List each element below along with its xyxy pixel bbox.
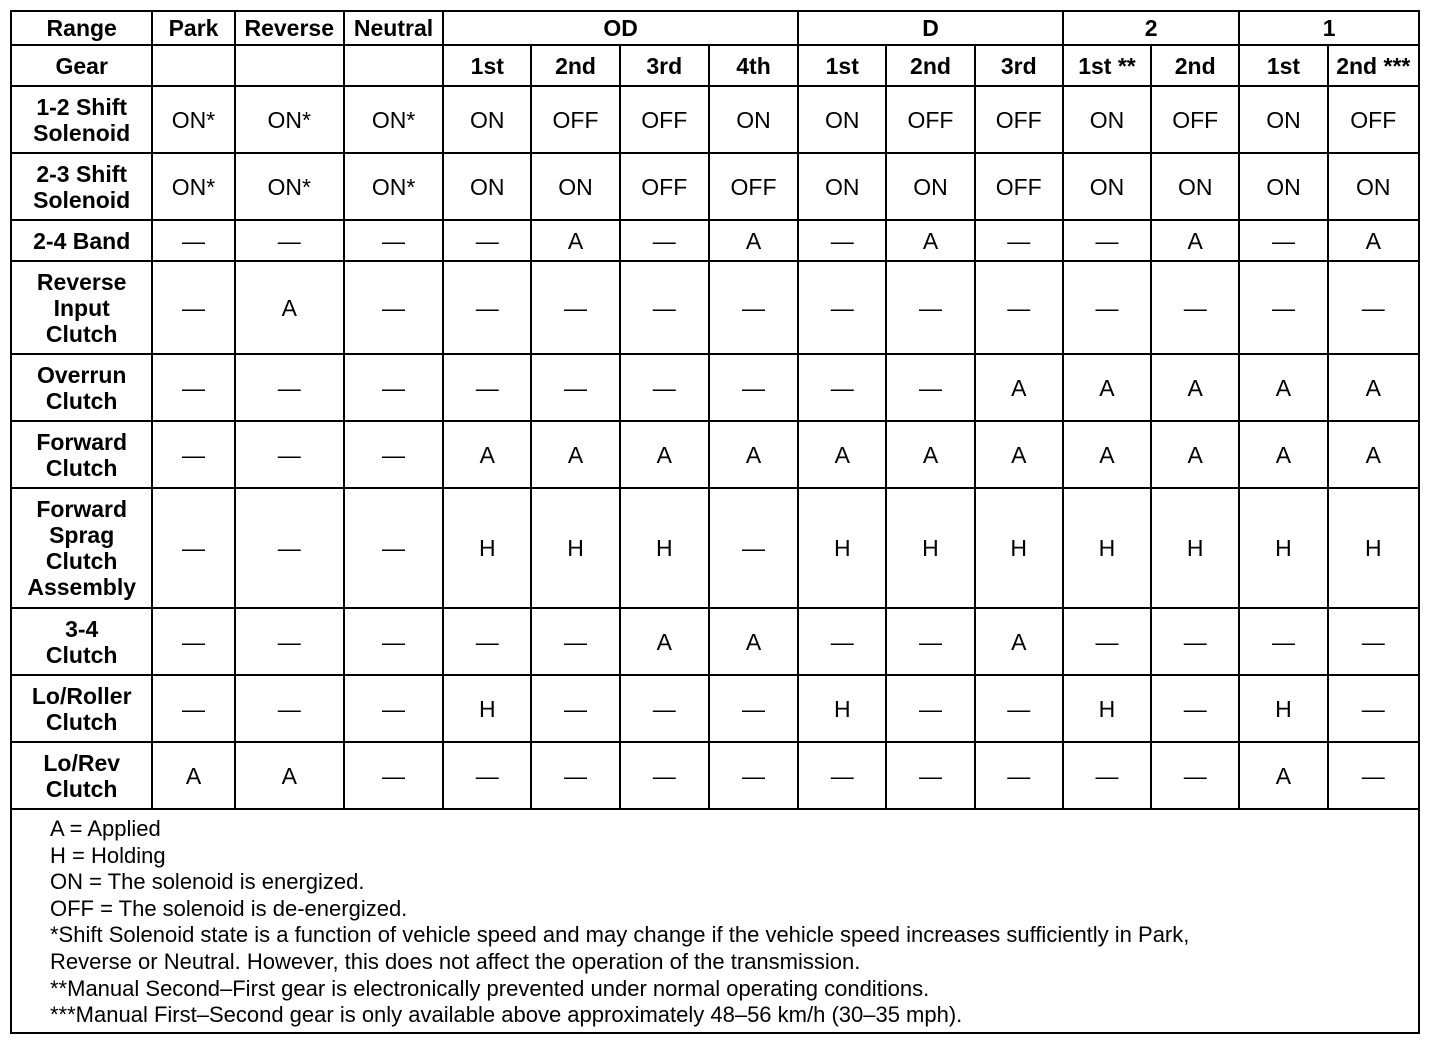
table-cell: H <box>1063 488 1151 608</box>
table-cell: A <box>975 608 1063 675</box>
gear-header-cell: 3rd <box>975 45 1063 86</box>
range-header-cell: Reverse <box>235 11 344 45</box>
table-cell: A <box>975 421 1063 488</box>
table-cell: ON <box>1063 86 1151 153</box>
table-cell: — <box>886 675 974 742</box>
table-cell: A <box>531 421 619 488</box>
table-cell: — <box>1239 261 1327 354</box>
row-label-line: Lo/Roller <box>31 682 132 709</box>
table-cell: H <box>1151 488 1239 608</box>
row-label-line: Solenoid <box>33 119 131 146</box>
table-row <box>11 261 1419 354</box>
table-cell: OFF <box>1151 86 1239 153</box>
table-cell: A <box>620 421 709 488</box>
table-cell: — <box>344 675 443 742</box>
table-cell: ON <box>886 153 974 220</box>
gear-header-cell <box>344 45 443 86</box>
legend-line: **Manual Second–First gear is electronically prevented under normal operating conditions. <box>50 975 930 1001</box>
table-row <box>11 220 1419 261</box>
table-cell: H <box>798 488 886 608</box>
row-label <box>11 354 152 421</box>
table-cell: — <box>344 742 443 809</box>
table-cell: — <box>152 220 234 261</box>
table-cell: — <box>709 354 798 421</box>
table-cell: — <box>1063 742 1151 809</box>
gear-header-cell <box>152 45 234 86</box>
table-cell: — <box>531 354 619 421</box>
table-cell: H <box>1328 488 1419 608</box>
gear-header-cell: 1st <box>798 45 886 86</box>
row-label <box>11 742 152 809</box>
table-cell: — <box>1151 675 1239 742</box>
table-cell: A <box>1151 421 1239 488</box>
table-cell: ON <box>443 153 531 220</box>
table-cell: — <box>235 220 344 261</box>
row-label-line: Clutch <box>45 548 118 574</box>
table-cell: — <box>344 261 443 354</box>
legend-line: ON = The solenoid is energized. <box>50 869 365 895</box>
table-cell: A <box>1063 421 1151 488</box>
table-cell: — <box>1151 742 1239 809</box>
table-cell: — <box>886 261 974 354</box>
table-cell: A <box>620 608 709 675</box>
table-cell: — <box>344 488 443 608</box>
table-cell: A <box>443 421 531 488</box>
table-cell: ON <box>709 86 798 153</box>
table-cell: ON* <box>344 153 443 220</box>
table-cell: — <box>235 421 344 488</box>
legend <box>10 808 1420 1034</box>
table-cell: OFF <box>1328 86 1419 153</box>
table-cell: H <box>1063 675 1151 742</box>
table-cell: ON <box>1239 86 1327 153</box>
row-label-line: Forward <box>36 496 128 522</box>
range-header-cell: Neutral <box>344 11 443 45</box>
table-cell: — <box>152 261 234 354</box>
range-header-cell: D <box>798 11 1063 45</box>
table-cell: — <box>1151 261 1239 354</box>
table-cell: H <box>886 488 974 608</box>
table-cell: H <box>620 488 709 608</box>
table-cell: A <box>1328 354 1419 421</box>
range-label: Range <box>11 11 152 45</box>
table-cell: — <box>620 261 709 354</box>
gear-label: Gear <box>11 45 152 86</box>
table-cell: — <box>1151 608 1239 675</box>
row-label-line: Clutch <box>45 641 118 668</box>
table-cell: — <box>709 742 798 809</box>
row-label <box>11 220 152 261</box>
table-cell: — <box>443 261 531 354</box>
row-label <box>11 675 152 742</box>
table-cell: OFF <box>975 153 1063 220</box>
table-cell: — <box>235 675 344 742</box>
table-cell: ON* <box>235 153 344 220</box>
table-cell: OFF <box>886 86 974 153</box>
table-cell: — <box>531 675 619 742</box>
table-cell: — <box>344 608 443 675</box>
table-cell: — <box>1328 608 1419 675</box>
row-label-line: Forward <box>36 428 128 455</box>
table-cell: — <box>344 354 443 421</box>
table-cell: A <box>152 742 234 809</box>
table-cell: — <box>443 742 531 809</box>
table-cell: A <box>709 608 798 675</box>
table-cell: — <box>531 608 619 675</box>
gear-header-cell: 2nd <box>531 45 619 86</box>
table-cell: — <box>975 742 1063 809</box>
table-cell: — <box>344 421 443 488</box>
row-label-line: Lo/Rev <box>43 749 121 776</box>
table-cell: H <box>1239 675 1327 742</box>
gear-header-cell: 2nd <box>886 45 974 86</box>
table-cell: — <box>344 220 443 261</box>
transmission-apply-chart <box>10 10 1420 1034</box>
row-label-line: Overrun <box>36 361 127 388</box>
table-cell: A <box>798 421 886 488</box>
table-cell: A <box>1328 421 1419 488</box>
table-cell: H <box>531 488 619 608</box>
row-label-line: Reverse <box>36 268 127 295</box>
table-cell: H <box>975 488 1063 608</box>
table-cell: — <box>443 354 531 421</box>
table-cell: A <box>709 220 798 261</box>
row-label-line: Input <box>53 294 110 321</box>
row-label <box>11 488 152 608</box>
table-cell: — <box>235 608 344 675</box>
table-cell: A <box>235 261 344 354</box>
table-cell: — <box>152 675 234 742</box>
table-cell: A <box>1151 220 1239 261</box>
gear-header-cell: 2nd *** <box>1328 45 1419 86</box>
table-cell: OFF <box>620 153 709 220</box>
table-cell: A <box>1063 354 1151 421</box>
table-cell: — <box>975 675 1063 742</box>
legend-line: A = Applied <box>50 816 161 841</box>
table-cell: H <box>443 675 531 742</box>
row-label-line: Solenoid <box>33 186 131 213</box>
table-cell: OFF <box>975 86 1063 153</box>
table-cell: A <box>1328 220 1419 261</box>
legend-line: *Shift Solenoid state is a function of vehicle speed and may change if the vehicle speed increases sufficiently in Park, <box>50 922 1190 948</box>
table-cell: — <box>886 608 974 675</box>
table-cell: ON <box>1239 153 1327 220</box>
gear-header-cell: 2nd <box>1151 45 1239 86</box>
table-cell: — <box>798 354 886 421</box>
table-cell: — <box>620 675 709 742</box>
table-cell: — <box>1239 608 1327 675</box>
table-row <box>11 354 1419 421</box>
table-cell: — <box>798 608 886 675</box>
row-label-line: Clutch <box>45 775 118 802</box>
table-cell: A <box>886 421 974 488</box>
table-cell: — <box>1239 220 1327 261</box>
table-cell: ON <box>798 86 886 153</box>
table-cell: OFF <box>620 86 709 153</box>
table-cell: A <box>886 220 974 261</box>
range-header-cell: OD <box>443 11 798 45</box>
table-cell: H <box>1239 488 1327 608</box>
table-cell: — <box>1063 608 1151 675</box>
table-cell: ON <box>443 86 531 153</box>
table-cell: A <box>1239 421 1327 488</box>
table-cell: — <box>443 608 531 675</box>
table-cell: — <box>1063 261 1151 354</box>
table-row <box>11 675 1419 742</box>
table-cell: — <box>620 354 709 421</box>
row-label-line: Assembly <box>27 574 137 600</box>
row-label-line: Clutch <box>45 708 118 735</box>
table-cell: ON* <box>152 153 234 220</box>
gear-header-cell: 4th <box>709 45 798 86</box>
legend-line: OFF = The solenoid is de-energized. <box>50 895 408 921</box>
row-label <box>11 86 152 153</box>
table-cell: — <box>798 220 886 261</box>
table-cell: H <box>798 675 886 742</box>
table-cell: ON <box>1063 153 1151 220</box>
table-cell: — <box>152 354 234 421</box>
table-cell: — <box>1063 220 1151 261</box>
table-cell: — <box>443 220 531 261</box>
table-cell: OFF <box>709 153 798 220</box>
row-label-line: 1-2 Shift <box>36 93 128 120</box>
table-cell: — <box>709 675 798 742</box>
gear-header-cell: 1st <box>443 45 531 86</box>
table-cell: — <box>152 421 234 488</box>
row-label-line: 3-4 <box>65 615 99 642</box>
row-label-line: Clutch <box>45 387 118 414</box>
legend-line: ***Manual First–Second gear is only available above approximately 48–56 km/h (30–35 mph). <box>50 1002 963 1028</box>
table-cell: — <box>620 220 709 261</box>
table-cell: — <box>798 742 886 809</box>
table-cell: A <box>975 354 1063 421</box>
row-label-line: Clutch <box>45 454 118 481</box>
table-row <box>11 488 1419 608</box>
row-label <box>11 261 152 354</box>
table-cell: — <box>1328 675 1419 742</box>
table-cell: ON <box>798 153 886 220</box>
gear-header-cell: 1st ** <box>1063 45 1151 86</box>
table-cell: OFF <box>531 86 619 153</box>
table-cell: H <box>443 488 531 608</box>
table-row <box>11 153 1419 220</box>
table-cell: — <box>798 261 886 354</box>
row-label-line: Clutch <box>45 320 118 347</box>
table-row <box>11 742 1419 809</box>
table-cell: A <box>235 742 344 809</box>
table-cell: — <box>152 488 234 608</box>
table-cell: — <box>152 608 234 675</box>
table-cell: A <box>709 421 798 488</box>
gear-header-cell: 3rd <box>620 45 709 86</box>
row-label-line: Sprag <box>49 522 115 548</box>
legend-line: H = Holding <box>50 842 166 868</box>
table-cell: ON <box>1151 153 1239 220</box>
table-cell: — <box>235 354 344 421</box>
table-cell: — <box>709 261 798 354</box>
range-header-row <box>11 11 1419 45</box>
table-cell: — <box>975 220 1063 261</box>
table-cell: — <box>235 488 344 608</box>
range-header-cell: 1 <box>1239 11 1419 45</box>
table-cell: — <box>709 488 798 608</box>
range-header-cell: Park <box>152 11 234 45</box>
table-row <box>11 608 1419 675</box>
apply-table <box>10 10 1420 810</box>
table-cell: — <box>886 354 974 421</box>
table-row <box>11 421 1419 488</box>
row-label <box>11 153 152 220</box>
row-label <box>11 608 152 675</box>
table-row <box>11 86 1419 153</box>
row-label <box>11 421 152 488</box>
table-cell: A <box>531 220 619 261</box>
table-cell: ON* <box>344 86 443 153</box>
row-label-line: 2-4 Band <box>33 227 131 254</box>
range-header-cell: 2 <box>1063 11 1239 45</box>
table-cell: A <box>1151 354 1239 421</box>
table-cell: — <box>531 261 619 354</box>
table-cell: — <box>531 742 619 809</box>
table-cell: ON* <box>152 86 234 153</box>
table-cell: ON <box>1328 153 1419 220</box>
row-label-line: 2-3 Shift <box>36 160 128 187</box>
table-cell: — <box>975 261 1063 354</box>
table-cell: — <box>886 742 974 809</box>
gear-header-cell: 1st <box>1239 45 1327 86</box>
table-cell: — <box>1328 742 1419 809</box>
table-cell: ON <box>531 153 619 220</box>
gear-header-cell <box>235 45 344 86</box>
table-cell: A <box>1239 742 1327 809</box>
table-cell: — <box>620 742 709 809</box>
table-cell: ON* <box>235 86 344 153</box>
gear-header-row <box>11 45 1419 86</box>
legend-line: Reverse or Neutral. However, this does not affect the operation of the transmission. <box>50 948 861 974</box>
table-cell: — <box>1328 261 1419 354</box>
table-cell: A <box>1239 354 1327 421</box>
